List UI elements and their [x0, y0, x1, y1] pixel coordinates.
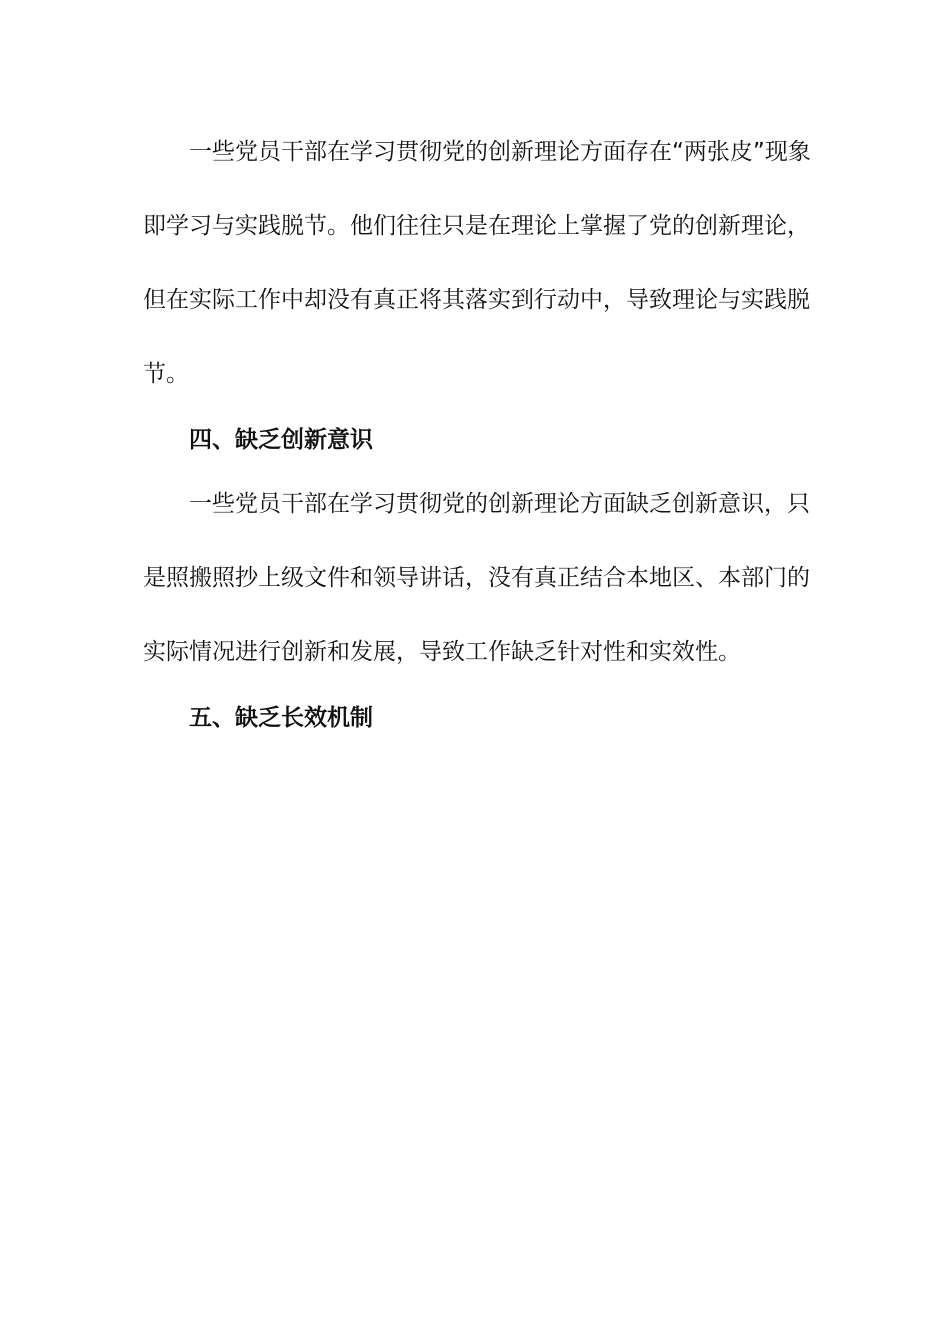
section-heading: 四、缺乏创新意识	[189, 427, 373, 453]
paragraph-line: 一些党员干部在学习贯彻党的创新理论方面缺乏创新意识，只	[189, 491, 810, 517]
paragraph-line: 实际情况进行创新和发展，导致工作缺乏针对性和实效性。	[143, 639, 741, 665]
section-heading: 五、缺乏长效机制	[189, 705, 373, 731]
paragraph-line: 但在实际工作中却没有真正将其落实到行动中，导致理论与实践脱	[143, 287, 810, 313]
paragraph-line: 是照搬照抄上级文件和领导讲话，没有真正结合本地区、本部门的	[143, 565, 810, 591]
paragraph-line: 即学习与实践脱节。他们往往只是在理论上掌握了党的创新理论，	[143, 213, 810, 239]
paragraph-line: 一些党员干部在学习贯彻党的创新理论方面存在“两张皮”现象	[189, 139, 811, 165]
paragraph-line: 节。	[143, 361, 189, 387]
